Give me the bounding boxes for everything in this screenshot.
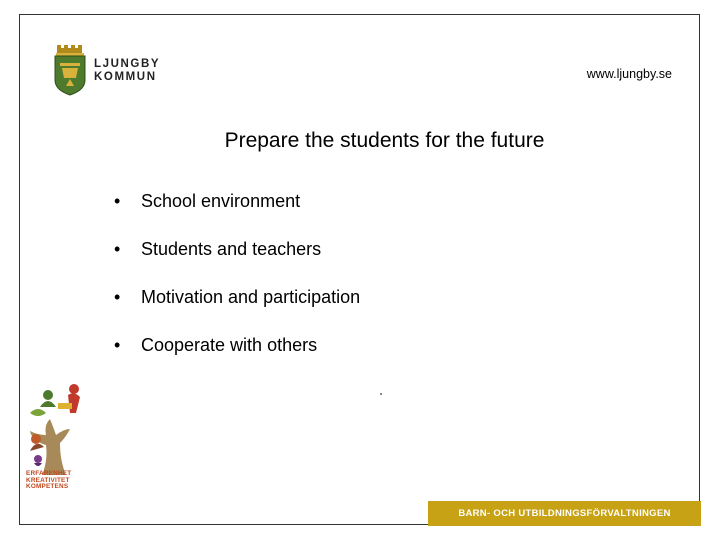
ljungby-kommun-logo (52, 41, 162, 97)
footer-bar: BARN- OCH UTBILDNINGSFÖRVALTNINGEN (428, 501, 701, 526)
stray-dot (380, 393, 382, 395)
logo-line-1: LJUNGBY (94, 58, 161, 70)
logo-wordmark (94, 58, 160, 83)
bullet-marker: • (114, 335, 121, 355)
coat-of-arms-icon (52, 41, 88, 97)
bullet-text: Motivation and participation (141, 287, 361, 307)
website-url: www.ljungby.se (586, 67, 672, 81)
tree-word: KOMPETENS (26, 483, 69, 491)
slide (19, 14, 700, 525)
tree-word: KREATIVITET (26, 476, 70, 484)
slide-title: Prepare the students for the future (224, 129, 545, 152)
bullet-text: Cooperate with others (141, 335, 318, 355)
tree-tagline (26, 471, 71, 491)
bullet-marker: • (114, 239, 121, 259)
bullet-marker: • (114, 287, 121, 307)
bullet-text: School environment (141, 191, 301, 211)
logo-line-2: KOMMUN (94, 70, 157, 83)
tree-word: ERFARENHET (26, 470, 72, 477)
bullet-marker: • (114, 191, 121, 211)
bullet-text: Students and teachers (141, 239, 322, 259)
